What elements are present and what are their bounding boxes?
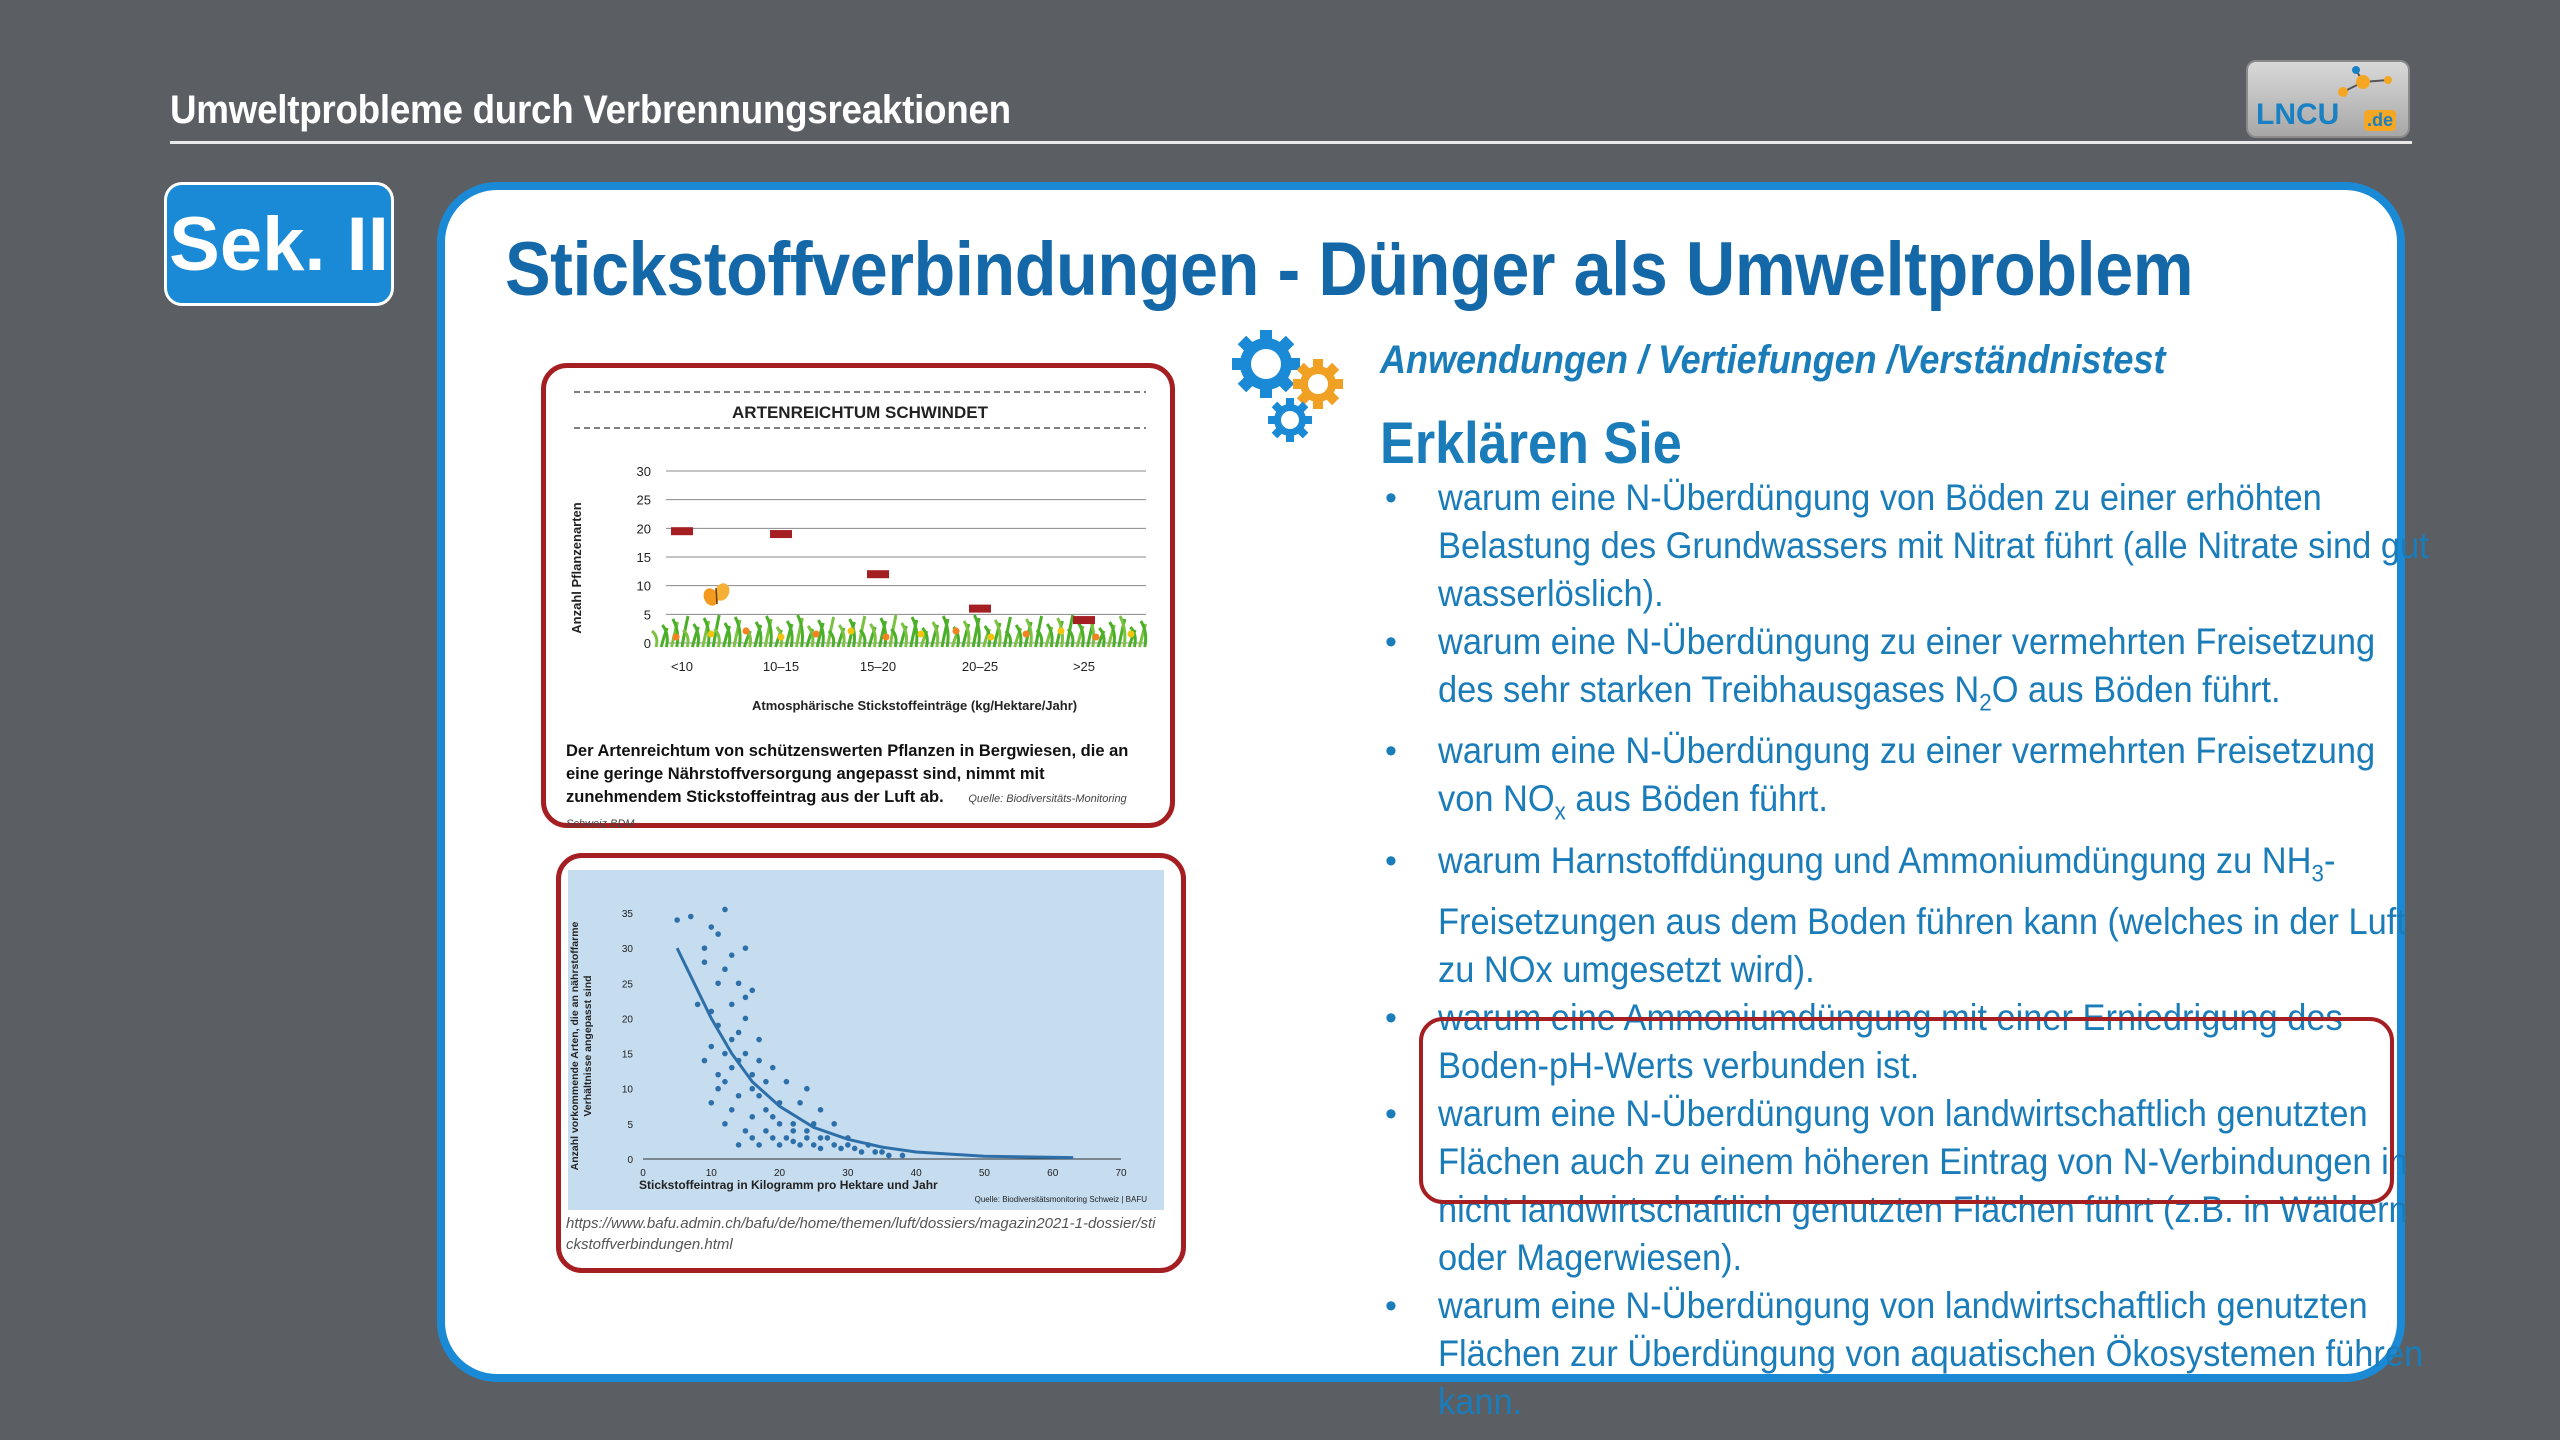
bullet-icon: • bbox=[1385, 623, 1397, 661]
data-point bbox=[756, 1037, 762, 1043]
data-point bbox=[722, 1051, 728, 1057]
y-axis-label: Anzahl Pflanzenarten bbox=[569, 502, 584, 634]
data-point bbox=[770, 1135, 776, 1141]
data-point bbox=[756, 1058, 762, 1064]
data-point bbox=[756, 1142, 762, 1148]
data-point bbox=[722, 1079, 728, 1085]
y-tick-label: 10 bbox=[636, 578, 651, 594]
grass-blade bbox=[652, 631, 657, 647]
data-point bbox=[763, 1079, 769, 1085]
data-point bbox=[879, 1149, 885, 1155]
level-badge: Sek. II bbox=[164, 182, 394, 306]
list-item bbox=[1380, 474, 2429, 618]
data-point bbox=[695, 1002, 701, 1008]
bar-marker bbox=[671, 527, 693, 535]
x-tick-label: <10 bbox=[670, 659, 694, 674]
data-point bbox=[831, 1142, 837, 1148]
flower bbox=[813, 631, 820, 638]
flower bbox=[1093, 634, 1100, 641]
data-point bbox=[708, 1044, 714, 1050]
x-tick-label: 10 bbox=[705, 1168, 717, 1179]
bullet-icon: • bbox=[1385, 841, 1397, 880]
bullet-icon: • bbox=[1385, 1287, 1397, 1326]
data-point bbox=[729, 1037, 735, 1043]
data-point bbox=[743, 1051, 749, 1057]
x-tick-label: >25 bbox=[1072, 659, 1096, 674]
y-tick-label: 20 bbox=[636, 521, 651, 537]
data-point bbox=[722, 1121, 728, 1127]
flower bbox=[918, 631, 925, 638]
task-text: warum eine N-Überdüngung zu einer vermehrten Freisetzung des sehr starken Treibhausgases $N_2O$ aus Böden führt. bbox=[1438, 621, 2376, 717]
data-point bbox=[736, 980, 742, 986]
y-axis-label: Anzahl vorkommende Arten, die an nährstoffarme Verhältnisse angepasst sind bbox=[569, 921, 594, 1171]
y-tick-label: 35 bbox=[621, 909, 633, 920]
data-point bbox=[818, 1107, 824, 1113]
data-point bbox=[831, 1121, 837, 1127]
data-point bbox=[722, 907, 728, 913]
data-point bbox=[825, 1135, 831, 1141]
data-point bbox=[729, 952, 735, 958]
bullet-icon: • bbox=[1385, 479, 1397, 517]
data-point bbox=[900, 1153, 906, 1159]
source-url-link[interactable]: https://www.bafu.admin.ch/bafu/de/home/themen/luft/dossiers/magazin2021-1-dossier/stickstoffverbindungen.html bbox=[566, 1215, 1156, 1253]
main-title: Stickstoffverbindungen - Dünger als Umweltproblem bbox=[505, 227, 2194, 312]
butterfly-icon bbox=[701, 581, 732, 608]
task-text: warum eine N-Überdüngung von Böden zu einer erhöhten Belastung des Grundwassers mit Nitrat führt (alle Nitrate sind gut wasserlöslich). bbox=[1438, 477, 2429, 614]
task-text: warum eine N-Überdüngung von landwirtschaftlich genutzten Flächen zur Überdüngung von aquatischen Ökosystemen führen kann. bbox=[1438, 1285, 2424, 1423]
chart-title: ARTENREICHTUM SCHWINDET bbox=[732, 403, 988, 422]
x-tick-label: 20–25 bbox=[961, 659, 999, 674]
task-text: warum Harnstoffdüngung und Ammoniumdüngung zu $NH_3$-Freisetzungen aus dem Boden führen kann (welches in der Luft zu NOx umgesetzt wird). bbox=[1438, 839, 2406, 991]
data-point bbox=[715, 980, 721, 986]
x-tick-label: 20 bbox=[774, 1168, 786, 1179]
flower bbox=[778, 634, 785, 641]
data-point bbox=[811, 1142, 817, 1148]
data-point bbox=[702, 1058, 708, 1064]
data-point bbox=[729, 1002, 735, 1008]
data-point bbox=[715, 1086, 721, 1092]
header-divider bbox=[170, 141, 2412, 144]
nitrogen-scatter-chart bbox=[561, 858, 1181, 1268]
chart-source: Quelle: Biodiversitätsmonitoring Schweiz | BAFU bbox=[974, 1195, 1147, 1204]
lncu-logo bbox=[2246, 60, 2410, 138]
slide-header-title: Umweltprobleme durch Verbrennungsreaktionen bbox=[170, 88, 1011, 132]
logo-suffix: .de bbox=[2364, 110, 2396, 131]
data-point bbox=[763, 1128, 769, 1134]
chart-caption: Der Artenreichtum von schützenswerten Pflanzen in Bergwiesen, die an eine geringe Nährstoffversorgung angepasst sind, nimmt mit zunehmendem Stickstoffeintrag aus der Luft ab. bbox=[566, 742, 1129, 806]
data-point bbox=[872, 1149, 878, 1155]
data-point bbox=[886, 1153, 892, 1159]
flower bbox=[848, 628, 855, 635]
data-point bbox=[736, 1030, 742, 1036]
y-tick-label: 30 bbox=[621, 944, 633, 956]
x-tick-label: 0 bbox=[640, 1168, 646, 1179]
data-point bbox=[845, 1142, 851, 1148]
bar-marker bbox=[770, 530, 792, 538]
data-point bbox=[784, 1135, 790, 1141]
data-point bbox=[743, 1128, 749, 1134]
x-tick-label: 15–20 bbox=[859, 659, 897, 674]
grass-illustration bbox=[652, 615, 1146, 647]
data-point bbox=[804, 1128, 810, 1134]
y-tick-label: 20 bbox=[621, 1014, 633, 1026]
data-point bbox=[777, 1121, 783, 1127]
scatter-chart-frame bbox=[556, 853, 1186, 1273]
list-item bbox=[1380, 618, 2380, 727]
y-tick-label: 10 bbox=[621, 1084, 633, 1096]
data-point bbox=[790, 1139, 796, 1145]
data-point bbox=[790, 1121, 796, 1127]
data-point bbox=[743, 945, 749, 951]
data-point bbox=[715, 1072, 721, 1078]
data-point bbox=[702, 959, 708, 965]
x-tick-label: 10–15 bbox=[762, 659, 800, 674]
data-point bbox=[722, 966, 728, 972]
data-point bbox=[790, 1128, 796, 1134]
x-tick-label: 30 bbox=[842, 1168, 854, 1179]
data-point bbox=[729, 1065, 735, 1071]
data-point bbox=[729, 1107, 735, 1113]
y-tick-label: 30 bbox=[636, 464, 651, 479]
highlight-box bbox=[1419, 1017, 2394, 1204]
flower bbox=[988, 634, 995, 641]
data-point bbox=[702, 945, 708, 951]
data-point bbox=[838, 1146, 844, 1152]
logo-text: LNCU bbox=[2256, 98, 2340, 131]
flower bbox=[743, 628, 750, 635]
y-tick-label: 25 bbox=[621, 979, 633, 991]
list-item bbox=[1380, 837, 2406, 994]
x-tick-label: 50 bbox=[978, 1168, 990, 1179]
y-tick-label: 15 bbox=[636, 550, 651, 565]
data-point bbox=[743, 995, 749, 1001]
flower bbox=[883, 634, 890, 641]
x-tick-label: 70 bbox=[1115, 1168, 1127, 1179]
data-point bbox=[763, 1107, 769, 1113]
data-point bbox=[743, 1016, 749, 1022]
data-point bbox=[736, 1142, 742, 1148]
data-point bbox=[818, 1146, 824, 1152]
x-tick-label: 60 bbox=[1047, 1168, 1059, 1179]
data-point bbox=[797, 1100, 803, 1106]
data-point bbox=[770, 1114, 776, 1120]
data-point bbox=[749, 988, 755, 994]
data-point bbox=[804, 1135, 810, 1141]
species-richness-chart bbox=[546, 368, 1170, 830]
x-axis-label: Stickstoffeintrag in Kilogramm pro Hektare und Jahr bbox=[639, 1178, 938, 1192]
y-tick-label: 5 bbox=[627, 1119, 633, 1131]
data-point bbox=[770, 1065, 776, 1071]
bullet-icon: • bbox=[1385, 732, 1397, 771]
flower bbox=[708, 631, 715, 638]
data-point bbox=[749, 1086, 755, 1092]
y-tick-label: 5 bbox=[643, 607, 651, 623]
data-point bbox=[818, 1135, 824, 1141]
task-text: warum eine N-Überdüngung von landwirtschaftlich genutzten Flächen auch zu einem höheren Eintrag von N-Verbindungen in nicht landwirtschaftlich genutzten Flächen führt (z.B. in Wäldern oder Magerwiesen). bbox=[1438, 1093, 2408, 1279]
data-point bbox=[674, 917, 680, 923]
data-point bbox=[797, 1142, 803, 1148]
y-tick-label: 15 bbox=[621, 1049, 633, 1061]
data-point bbox=[715, 931, 721, 937]
task-text: warum eine Ammoniumdüngung mit einer Erniedrigung des Boden-pH-Werts verbunden ist. bbox=[1438, 997, 2343, 1087]
chart-source: Quelle: Biodiversitäts-Monitoring Schweiz BDM bbox=[566, 793, 1127, 830]
flower bbox=[953, 628, 960, 635]
bar-marker bbox=[867, 570, 889, 578]
gears-icon bbox=[1228, 328, 1348, 448]
data-point bbox=[859, 1149, 865, 1155]
flower bbox=[1058, 628, 1065, 635]
data-point bbox=[688, 914, 694, 920]
data-point bbox=[749, 1114, 755, 1120]
task-text: warum eine N-Überdüngung zu einer vermehrten Freisetzung von $NO_x$ aus Böden führt. bbox=[1438, 730, 2376, 826]
x-axis-label: Atmosphärische Stickstoffeinträge (kg/Hektare/Jahr) bbox=[752, 698, 1078, 713]
bar-marker bbox=[969, 605, 991, 613]
section-subtitle: Anwendungen / Vertiefungen /Verständnistest bbox=[1380, 338, 2166, 382]
y-tick-label: 0 bbox=[643, 636, 651, 651]
data-point bbox=[804, 1086, 810, 1092]
data-point bbox=[736, 1093, 742, 1099]
data-point bbox=[749, 1135, 755, 1141]
y-tick-label: 0 bbox=[627, 1155, 633, 1166]
list-item bbox=[1380, 727, 2380, 836]
flower bbox=[1128, 631, 1135, 638]
bar-marker bbox=[1073, 616, 1095, 624]
data-point bbox=[708, 924, 714, 930]
x-tick-label: 40 bbox=[910, 1168, 922, 1179]
bullet-icon: • bbox=[1385, 1095, 1397, 1134]
species-richness-chart-frame bbox=[541, 363, 1175, 828]
y-tick-label: 25 bbox=[636, 492, 651, 508]
data-point bbox=[708, 1100, 714, 1106]
data-point bbox=[777, 1142, 783, 1148]
task-list bbox=[1380, 474, 2429, 1426]
data-point bbox=[784, 1079, 790, 1085]
flower bbox=[1023, 631, 1030, 638]
data-point bbox=[756, 1093, 762, 1099]
task-heading: Erklären Sie bbox=[1380, 411, 1682, 476]
bullet-icon: • bbox=[1385, 999, 1397, 1038]
flower bbox=[673, 634, 680, 641]
data-point bbox=[852, 1146, 858, 1152]
list-item bbox=[1380, 1282, 2424, 1426]
